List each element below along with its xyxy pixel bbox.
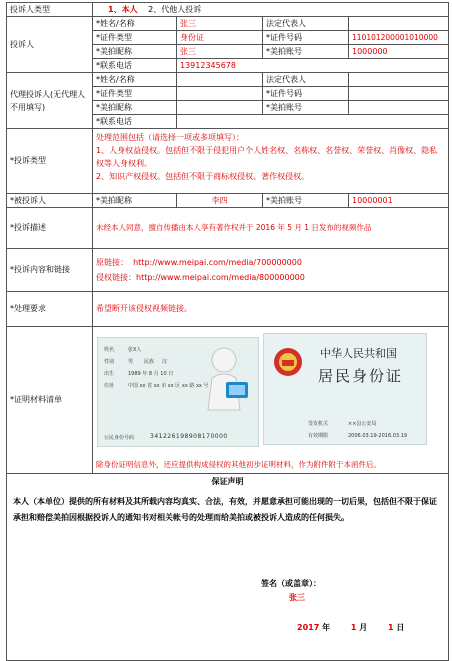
evidence-label: *证明材料清单 bbox=[7, 327, 93, 474]
complainant-id-type-label: *证件类型 bbox=[93, 31, 177, 45]
card-addr-label: 住址 bbox=[104, 383, 115, 389]
date-year[interactable]: 2017 bbox=[297, 623, 320, 632]
original-link-label: 原链接： bbox=[96, 258, 128, 267]
card-sex-label: 性别 bbox=[104, 359, 115, 365]
complainant-acct-label: *美拍账号 bbox=[263, 45, 349, 59]
option-proxy[interactable]: 2、代他人投诉 bbox=[148, 4, 202, 14]
respondent-label: *被投诉人 bbox=[7, 194, 93, 208]
agent-legal-rep-label: 法定代表人 bbox=[263, 73, 349, 87]
id-card-back-image bbox=[263, 333, 427, 445]
description-value[interactable]: 未经本人同意，擅自传播由本人享有著作权并于 2016 年 5 月 1 日发布的视频作品 bbox=[93, 208, 449, 249]
agent-phone-label: *联系电话 bbox=[93, 115, 177, 129]
complainant-type-label: 投诉人类型 bbox=[7, 3, 93, 17]
card-birth-label: 出生 bbox=[104, 371, 115, 377]
card-valid-label: 有效期限 bbox=[308, 433, 329, 439]
card-ethnic-value: 汉 bbox=[162, 359, 168, 365]
complainant-nick-value[interactable]: 张三 bbox=[177, 45, 263, 59]
agent-legal-rep-value[interactable] bbox=[349, 73, 449, 87]
agent-name-value[interactable] bbox=[177, 73, 263, 87]
evidence-cell bbox=[93, 327, 449, 474]
description-label: *投诉描述 bbox=[7, 208, 93, 249]
request-value[interactable]: 希望断开该侵权视频链接。 bbox=[93, 292, 449, 327]
agent-name-label: *姓名/名称 bbox=[93, 73, 177, 87]
avatar-figure-icon bbox=[202, 344, 254, 414]
date-year-unit: 年 bbox=[322, 623, 331, 632]
agent-id-no-value[interactable] bbox=[349, 87, 449, 101]
evidence-note: 除身份证明信息外，还应提供构成侵权的其他初步证明材料，作为附件附于本函件后。 bbox=[96, 460, 381, 469]
agent-label: 代理投诉人(无代理人不用填写) bbox=[7, 73, 93, 129]
infringing-link-label: 侵权链接： bbox=[96, 273, 136, 282]
date-line bbox=[297, 622, 404, 634]
complainant-phone-value[interactable]: 13912345678 bbox=[177, 59, 449, 73]
complaint-type-ip[interactable]: 2、知识产权侵权。包括但不限于商标权侵权、著作权侵权。 bbox=[96, 172, 310, 181]
agent-id-type-label: *证件类型 bbox=[93, 87, 177, 101]
card-back-title2: 居民身份证 bbox=[318, 367, 404, 385]
card-birth-value: 1989 年 8 月 10 日 bbox=[128, 371, 174, 377]
complainant-acct-value[interactable]: 1000000 bbox=[349, 45, 449, 59]
date-month-unit: 月 bbox=[359, 623, 368, 632]
card-name-label: 姓名 bbox=[104, 347, 115, 353]
complainant-legal-rep-value[interactable] bbox=[349, 17, 449, 31]
complainant-id-no-label: *证件号码 bbox=[263, 31, 349, 45]
card-id-value: 341226198908170000 bbox=[150, 433, 228, 440]
card-addr-value: 中国 xx 省 xx 市 xx 区 xx 路 xx 号 bbox=[128, 383, 209, 389]
content-links-label: *投诉内容和链接 bbox=[7, 249, 93, 292]
declaration-title: 保证声明 bbox=[211, 477, 244, 486]
complaint-table bbox=[6, 2, 449, 661]
agent-id-type-value[interactable] bbox=[177, 87, 263, 101]
complainant-name-value[interactable]: 张三 bbox=[177, 17, 263, 31]
card-issuer-label: 签发机关 bbox=[308, 421, 329, 427]
declaration-cell bbox=[7, 474, 449, 661]
signature-label: 签名（或盖章）： bbox=[261, 579, 321, 588]
agent-acct-value[interactable] bbox=[349, 101, 449, 115]
complaint-type-intro: 处理范围包括（请选择一项或多项填写）： bbox=[96, 133, 244, 142]
card-issuer-value: ××县公安局 bbox=[348, 421, 377, 427]
complainant-label: 投诉人 bbox=[7, 17, 93, 73]
declaration-body: 本人（本单位）提供的所有材料及其所载内容均真实、合法，有效，并愿意承担可能出现的一切后果，包括但不限于保证承担和赔偿美拍因根据投诉人的通知书对相关帐号的处理而给美拍或被投诉人造成的任何损失。 bbox=[13, 497, 437, 522]
agent-phone-value[interactable] bbox=[177, 115, 449, 129]
card-back-title1: 中华人民共和国 bbox=[320, 347, 397, 360]
complainant-legal-rep-label: 法定代表人 bbox=[263, 17, 349, 31]
complainant-type-options bbox=[93, 3, 449, 17]
complainant-nick-label: *美拍昵称 bbox=[93, 45, 177, 59]
complaint-type-options[interactable] bbox=[93, 129, 449, 194]
date-month[interactable]: 1 bbox=[350, 623, 357, 632]
card-ethnic-label: 民族 bbox=[144, 359, 155, 365]
agent-id-no-label: *证件号码 bbox=[263, 87, 349, 101]
complainant-name-label: *姓名/名称 bbox=[93, 17, 177, 31]
card-name-value: 张X人 bbox=[128, 347, 142, 353]
request-label: *处理要求 bbox=[7, 292, 93, 327]
signature-value[interactable]: 张三 bbox=[289, 593, 305, 602]
agent-nick-value[interactable] bbox=[177, 101, 263, 115]
date-day[interactable]: 1 bbox=[388, 623, 394, 632]
respondent-acct-label: *美拍账号 bbox=[263, 194, 349, 208]
card-id-label: 公民身份号码 bbox=[104, 435, 135, 441]
option-self[interactable]: 1、本人 bbox=[108, 4, 138, 14]
date-day-unit: 日 bbox=[396, 623, 405, 632]
complaint-type-label: *投诉类型 bbox=[7, 129, 93, 194]
card-valid-value: 2006.03.19-2016.03.19 bbox=[348, 433, 408, 439]
complainant-id-type-value[interactable]: 身份证 bbox=[177, 31, 263, 45]
national-emblem-icon bbox=[272, 344, 304, 380]
respondent-nick-value[interactable]: 李四 bbox=[177, 194, 263, 208]
card-sex-value: 男 bbox=[128, 359, 134, 365]
complainant-id-no-value[interactable]: 110101200001010000 bbox=[349, 31, 449, 45]
complaint-type-personal[interactable]: 1、人身权益侵权。包括但不限于侵犯用户个人姓名权、名称权、名誉权、荣誉权、肖像权、隐私权等人身权利。 bbox=[96, 146, 438, 168]
complainant-phone-label: *联系电话 bbox=[93, 59, 177, 73]
agent-nick-label: *美拍昵称 bbox=[93, 101, 177, 115]
respondent-nick-label: *美拍昵称 bbox=[93, 194, 177, 208]
content-links-value bbox=[93, 249, 449, 292]
id-card-front-image bbox=[97, 337, 259, 447]
infringing-link-url[interactable]: http://www.meipai.com/media/800000000 bbox=[136, 273, 305, 282]
agent-acct-label: *美拍账号 bbox=[263, 101, 349, 115]
respondent-acct-value[interactable]: 10000001 bbox=[349, 194, 449, 208]
original-link-url[interactable]: http://www.meipai.com/media/700000000 bbox=[133, 258, 302, 267]
